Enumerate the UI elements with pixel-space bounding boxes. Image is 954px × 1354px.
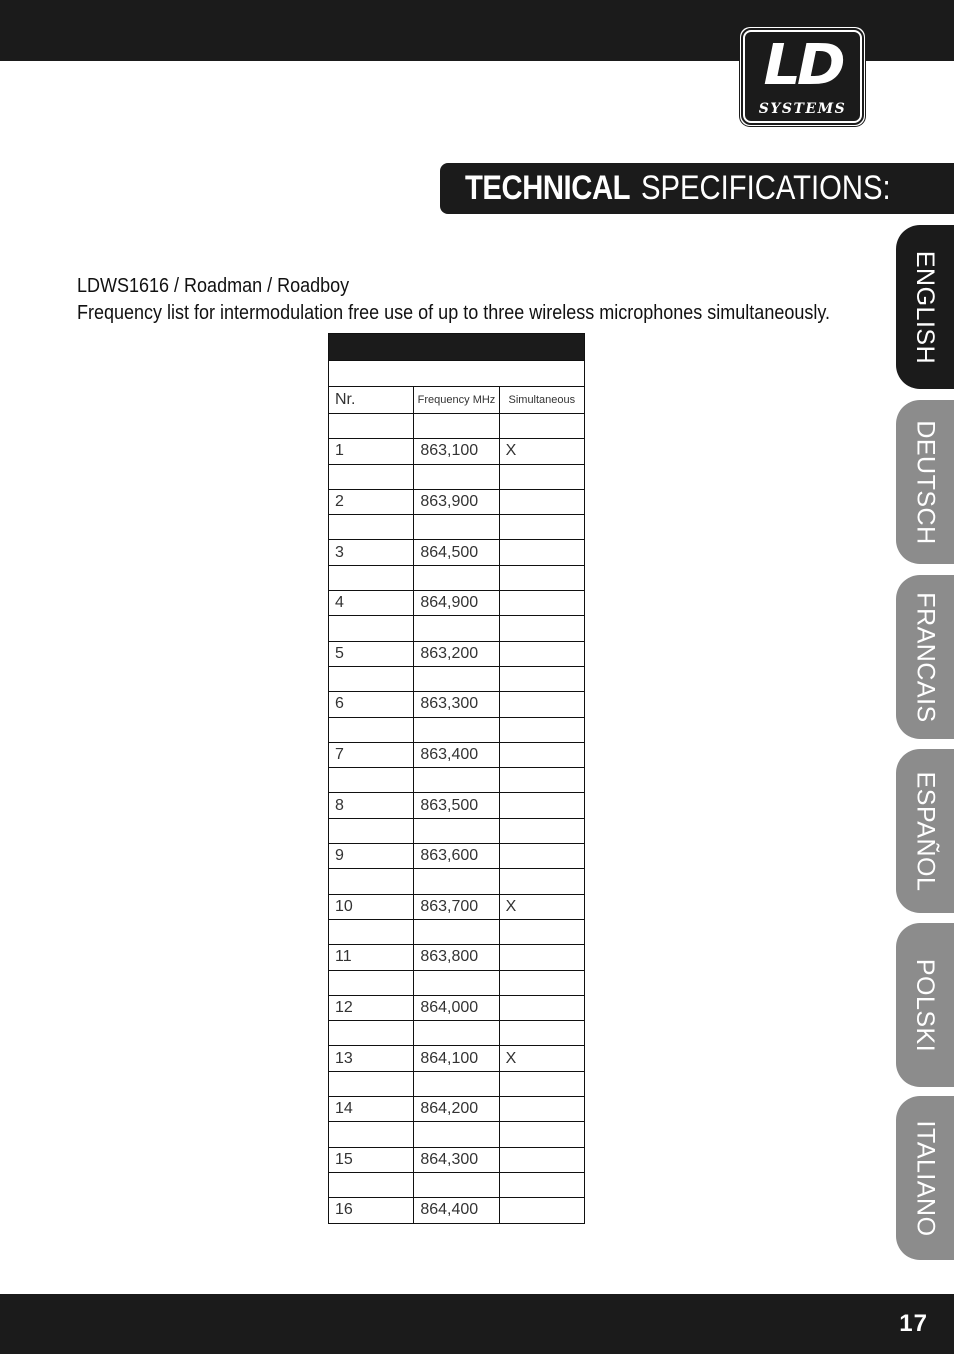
description-line: Frequency list for intermodulation free use of up to three wireless microphones simultaneously.: [77, 302, 831, 324]
cell-simultaneous: [499, 844, 584, 869]
table-spacer-row: [329, 717, 585, 742]
table-row: [329, 591, 585, 616]
cell-frequency: 863,200: [414, 641, 499, 666]
cell-frequency: 864,000: [414, 995, 499, 1020]
cell-frequency: 864,300: [414, 1147, 499, 1172]
cell-frequency: 863,600: [414, 844, 499, 869]
logo-text: LD: [763, 33, 842, 98]
table-spacer-row: [329, 616, 585, 641]
table-row: [329, 439, 585, 464]
cell-nr: 14: [329, 1097, 414, 1122]
tab-espanol[interactable]: [896, 749, 954, 913]
cell-simultaneous: [499, 793, 584, 818]
cell-simultaneous: [499, 591, 584, 616]
cell-simultaneous: [499, 641, 584, 666]
table-row: [329, 1147, 585, 1172]
tab-label: ITALIANO: [911, 1119, 940, 1237]
cell-frequency: 863,400: [414, 742, 499, 767]
table-row: [329, 793, 585, 818]
cell-nr: 10: [329, 894, 414, 919]
table-row: [329, 1046, 585, 1071]
cell-simultaneous: X: [499, 439, 584, 464]
table-row: [329, 894, 585, 919]
table-spacer-row: [329, 970, 585, 995]
cell-nr: 2: [329, 489, 414, 514]
ld-systems-logo: [740, 27, 865, 126]
cell-nr: 6: [329, 692, 414, 717]
cell-frequency: 863,900: [414, 489, 499, 514]
page-number: 17: [899, 1310, 928, 1337]
cell-frequency: 863,700: [414, 894, 499, 919]
cell-simultaneous: [499, 995, 584, 1020]
section-title-light: SPECIFICATIONS:: [640, 169, 891, 207]
table-spacer-row: [329, 869, 585, 894]
cell-simultaneous: [499, 540, 584, 565]
model-line: LDWS1616 / Roadman / Roadboy: [77, 275, 350, 297]
cell-nr: 4: [329, 591, 414, 616]
cell-nr: 7: [329, 742, 414, 767]
cell-nr: 15: [329, 1147, 414, 1172]
cell-frequency: 864,200: [414, 1097, 499, 1122]
header-frequency: Frequency MHz: [414, 387, 499, 414]
cell-nr: 16: [329, 1198, 414, 1223]
section-title-bold: TECHNICAL: [465, 169, 631, 207]
table-spacer-row: [329, 768, 585, 793]
cell-nr: 3: [329, 540, 414, 565]
section-title: [440, 163, 954, 214]
tab-label: FRANCAIS: [911, 591, 940, 723]
table-row: [329, 995, 585, 1020]
table-row: [329, 489, 585, 514]
cell-nr: 11: [329, 945, 414, 970]
table-spacer-row: [329, 1071, 585, 1096]
table-row: [329, 742, 585, 767]
tab-label: POLSKI: [911, 958, 940, 1052]
cell-frequency: 864,400: [414, 1198, 499, 1223]
tab-label: ENGLISH: [911, 250, 940, 364]
table-spacer-row: [329, 414, 585, 439]
table-spacer-row: [329, 464, 585, 489]
cell-simultaneous: [499, 489, 584, 514]
cell-frequency: 864,100: [414, 1046, 499, 1071]
table-spacer-row: [329, 818, 585, 843]
table-spacer-row: [329, 361, 585, 387]
tab-italiano[interactable]: [896, 1096, 954, 1260]
table-spacer-row: [329, 565, 585, 590]
header-nr: Nr.: [329, 387, 414, 414]
bottom-bar: [0, 1294, 954, 1354]
cell-simultaneous: X: [499, 894, 584, 919]
cell-frequency: 864,900: [414, 591, 499, 616]
table-row: [329, 540, 585, 565]
tab-francais[interactable]: [896, 575, 954, 739]
cell-frequency: 863,500: [414, 793, 499, 818]
cell-simultaneous: [499, 1198, 584, 1223]
cell-frequency: 863,300: [414, 692, 499, 717]
frequency-table: [328, 333, 585, 1224]
table-top-bar: [329, 334, 585, 361]
table-row: [329, 1097, 585, 1122]
cell-nr: 5: [329, 641, 414, 666]
cell-simultaneous: [499, 945, 584, 970]
logo-subtext: SYSTEMS: [758, 101, 847, 117]
cell-frequency: 863,100: [414, 439, 499, 464]
cell-simultaneous: [499, 742, 584, 767]
tab-deutsch[interactable]: [896, 400, 954, 564]
table-row: [329, 945, 585, 970]
cell-simultaneous: [499, 1097, 584, 1122]
tab-english[interactable]: [896, 225, 954, 389]
table-spacer-row: [329, 1172, 585, 1197]
header-simultaneous: Simultaneous: [499, 387, 584, 414]
cell-nr: 12: [329, 995, 414, 1020]
cell-nr: 1: [329, 439, 414, 464]
table-row: [329, 692, 585, 717]
table-row: [329, 844, 585, 869]
cell-nr: 13: [329, 1046, 414, 1071]
table-row: [329, 641, 585, 666]
tab-label: ESPAÑOL: [911, 771, 940, 891]
cell-frequency: 864,500: [414, 540, 499, 565]
cell-nr: 9: [329, 844, 414, 869]
intro-text: [77, 273, 897, 327]
cell-simultaneous: X: [499, 1046, 584, 1071]
tab-polski[interactable]: [896, 923, 954, 1087]
table-spacer-row: [329, 666, 585, 691]
table-spacer-row: [329, 919, 585, 944]
cell-simultaneous: [499, 1147, 584, 1172]
table-spacer-row: [329, 1122, 585, 1147]
cell-simultaneous: [499, 692, 584, 717]
table-header-row: [329, 387, 585, 414]
logo-badge: [743, 30, 862, 123]
tab-label: DEUTSCH: [911, 419, 940, 545]
table-spacer-row: [329, 1021, 585, 1046]
table-spacer-row: [329, 515, 585, 540]
cell-frequency: 863,800: [414, 945, 499, 970]
table-row: [329, 1198, 585, 1223]
cell-nr: 8: [329, 793, 414, 818]
